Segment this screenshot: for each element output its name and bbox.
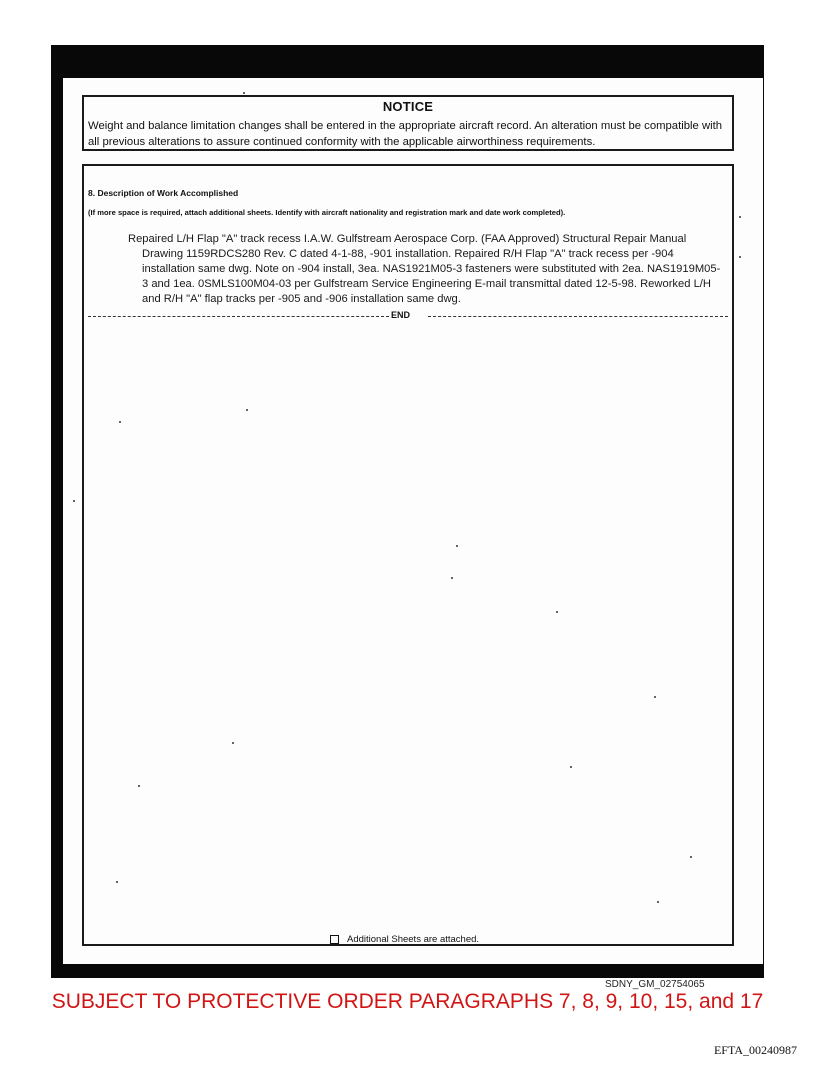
- scan-speck: [739, 216, 741, 218]
- work-description-text: Repaired L/H Flap "A" track recess I.A.W. Gulfstream Aerospace Corp. (FAA Approved) Structural Repair Manual Drawing 1159RDCS280 Rev. C dated 4-1-88, -901 installation. Repaired R/H Flap "A" track recess per -904 installation same dwg. Note on -904 install, 3ea. NAS1921M05-3 fasteners were substituted with 2ea. NAS1919M05-3 and 1ea. 0SMLS100M04-03 per Gulfstream Service Engineering E-mail transmittal dated 12-5-98. Reworked L/H and R/H "A" flap tracks per -905 and -906 installation same dwg.: [128, 233, 721, 305]
- notice-box: [82, 95, 734, 151]
- scan-speck: [119, 421, 121, 423]
- work-description-box: [82, 164, 734, 946]
- additional-sheets-checkbox[interactable]: [330, 935, 339, 944]
- protective-order-banner: SUBJECT TO PROTECTIVE ORDER PARAGRAPHS 7, 8, 9, 10, 15, and 17: [51, 990, 764, 1013]
- scan-speck: [451, 577, 453, 579]
- scan-speck: [657, 901, 659, 903]
- efta-number: EFTA_00240987: [713, 1043, 797, 1057]
- scan-speck: [73, 500, 75, 502]
- section-title: 8. Description of Work Accomplished: [88, 188, 239, 198]
- bates-stamp: SDNY_GM_02754065: [605, 979, 705, 990]
- section-note: (If more space is required, attach additional sheets. Identify with aircraft nationality and registration mark and date work completed).: [88, 208, 566, 217]
- dashed-rule-left: [88, 316, 389, 317]
- notice-body: Weight and balance limitation changes shall be entered in the appropriate aircraft record. An alteration must be compatible with all previous alterations to assure continued conformity with the applicable airworthiness requirements.: [88, 120, 723, 148]
- scan-speck: [739, 256, 741, 258]
- scan-speck: [243, 92, 245, 94]
- scan-speck: [138, 785, 140, 787]
- scan-speck: [246, 409, 248, 411]
- additional-sheets-label: Additional Sheets are attached.: [347, 934, 480, 945]
- end-divider: [88, 310, 728, 322]
- scan-speck: [570, 766, 572, 768]
- scan-speck: [654, 696, 656, 698]
- additional-sheets-row: [330, 934, 479, 945]
- dashed-rule-right: [428, 316, 728, 317]
- work-description: [128, 232, 722, 307]
- scan-speck: [232, 742, 234, 744]
- scan-speck: [690, 856, 692, 858]
- notice-title: NOTICE: [382, 99, 434, 114]
- scan-speck: [456, 545, 458, 547]
- end-label: END: [391, 310, 411, 320]
- scan-speck: [116, 881, 118, 883]
- scan-speck: [556, 611, 558, 613]
